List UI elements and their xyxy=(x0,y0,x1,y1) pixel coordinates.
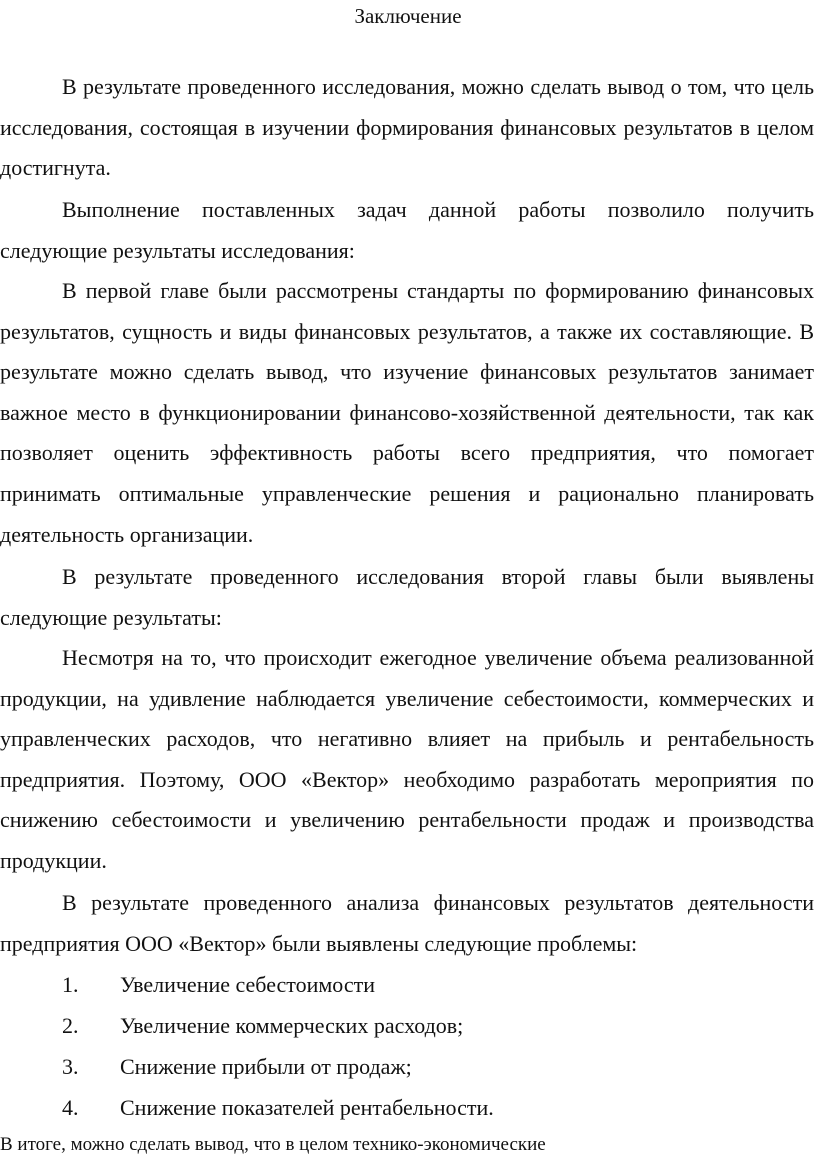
list-item-number: 1. xyxy=(62,972,79,997)
list-item-number: 4. xyxy=(62,1095,79,1120)
paragraph-first-chapter: В первой главе были рассмотрены стандарты по формированию финансовых результатов, сущность и виды финансовых результатов, а также их составляющие. В результате можно сделать вывод, что изучение финансовых результатов занимает важное место в функционировании финансово-хозяйственной деятельности, так как позволяет оценить эффективность работы всего предприятия, что помогает принимать оптимальные управленческие решения и рационально планировать деятельность организации. xyxy=(0,278,814,547)
list-item-number: 3. xyxy=(62,1054,79,1079)
list-item xyxy=(62,1088,802,1128)
list-item-number: 2. xyxy=(62,1013,79,1038)
list-item xyxy=(62,965,802,1005)
paragraph-tasks-results: Выполнение поставленных задач данной работы позволило получить следующие результаты исследования: xyxy=(0,197,814,263)
list-item-text: Увеличение коммерческих расходов; xyxy=(120,1013,464,1038)
document-title: Заключение xyxy=(354,4,462,28)
list-item-text: Снижение прибыли от продаж; xyxy=(120,1054,412,1079)
trailing-text-line: В итоге, можно сделать вывод, что в целом технико-экономические xyxy=(0,1134,546,1155)
paragraph-second-chapter: В результате проведенного исследования второй главы были выявлены следующие результаты: xyxy=(0,564,814,630)
list-item-text: Увеличение себестоимости xyxy=(120,972,376,997)
list-item xyxy=(62,1047,802,1087)
paragraph-conclusion-goal: В результате проведенного исследования, можно сделать вывод о том, что цель исследования, состоящая в изучении формирования финансовых результатов в целом достигнута. xyxy=(0,74,814,181)
list-item xyxy=(62,1006,802,1046)
paragraph-problems-intro: В результате проведенного анализа финансовых результатов деятельности предприятия ООО «Вектор» были выявлены следующие проблемы: xyxy=(0,890,814,956)
list-item-text: Снижение показателей рентабельности. xyxy=(120,1095,494,1120)
paragraph-costs-increase: Несмотря на то, что происходит ежегодное увеличение объема реализованной продукции, на удивление наблюдается увеличение себестоимости, коммерческих и управленческих расходов, что негативно влияет на прибыль и рентабельность предприятия. Поэтому, ООО «Вектор» необходимо разработать мероприятия по снижению себестоимости и увеличению рентабельности продаж и производства продукции. xyxy=(0,645,814,873)
